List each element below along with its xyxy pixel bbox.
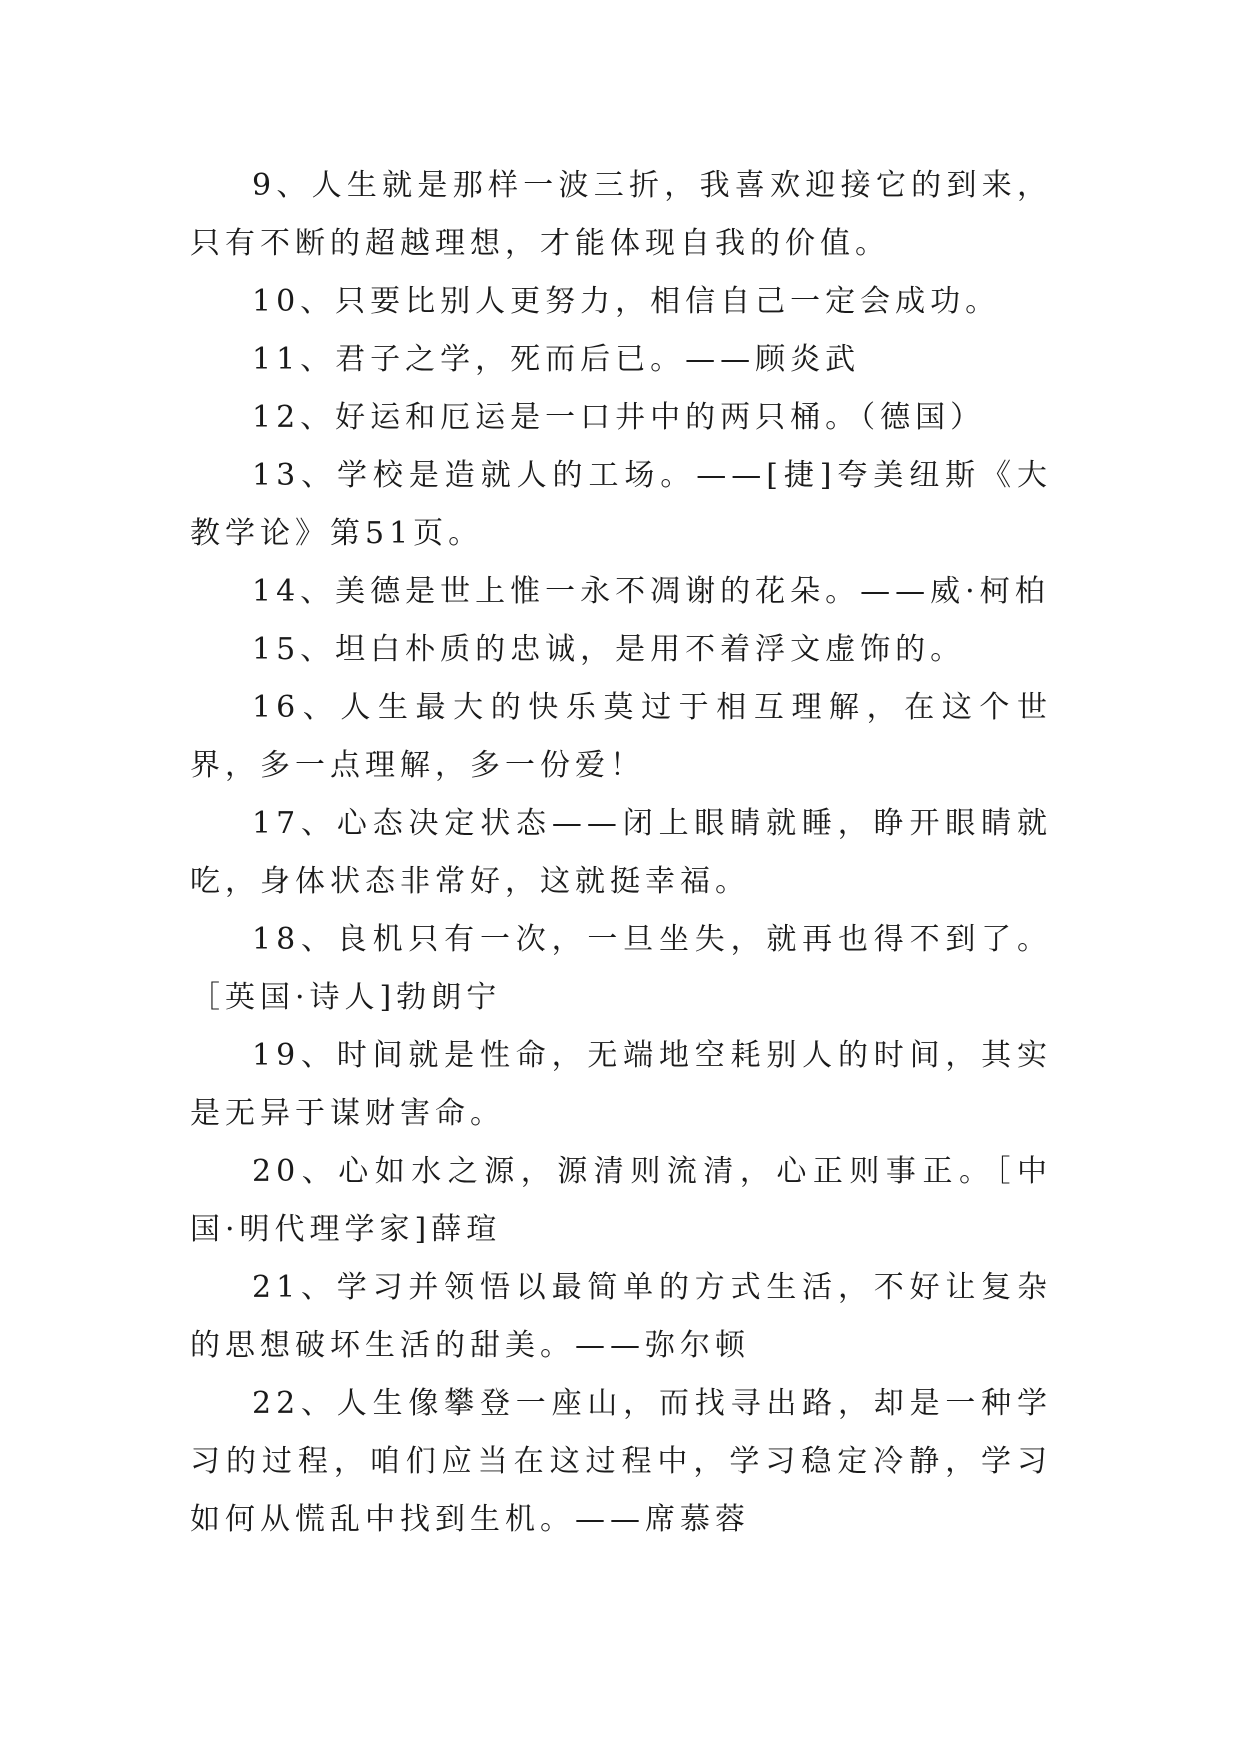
quote-paragraph-9: 9、人生就是那样一波三折，我喜欢迎接它的到来，只有不断的超越理想，才能体现自我的价值。	[190, 168, 1052, 261]
quote-paragraph-22: 22、人生像攀登一座山，而找寻出路，却是一种学习的过程，咱们应当在这过程中，学习稳定冷静，学习如何从慌乱中找到生机。——席慕蓉	[190, 1386, 1052, 1537]
quote-paragraph-19: 19、时间就是性命，无端地空耗别人的时间，其实是无异于谋财害命。	[190, 1038, 1052, 1131]
quote-paragraph-17: 17、心态决定状态——闭上眼睛就睡，睁开眼睛就吃，身体状态非常好，这就挺幸福。	[190, 806, 1052, 899]
quote-paragraph-14: 14、美德是世上惟一永不凋谢的花朵。——威·柯柏	[252, 574, 1050, 609]
quote-paragraph-12: 12、好运和厄运是一口井中的两只桶。（德国）	[252, 400, 986, 435]
quote-paragraph-20: 20、心如水之源，源清则流清，心正则事正。［中国·明代理学家]薛瑄	[190, 1154, 1052, 1247]
document-page	[190, 157, 1052, 1549]
quote-paragraph-16: 16、人生最大的快乐莫过于相互理解，在这个世界，多一点理解，多一份爱！	[190, 690, 1052, 783]
quote-paragraph-21: 21、学习并领悟以最简单的方式生活，不好让复杂的思想破坏生活的甜美。——弥尔顿	[190, 1270, 1052, 1363]
quote-paragraph-10: 10、只要比别人更努力，相信自己一定会成功。	[252, 284, 1001, 319]
quote-paragraph-13: 13、学校是造就人的工场。——[捷]夸美纽斯《大教学论》第51页。	[190, 458, 1052, 551]
quote-paragraph-11: 11、君子之学，死而后已。——顾炎武	[252, 342, 861, 377]
quote-paragraph-18: 18、良机只有一次，一旦坐失，就再也得不到了。［英国·诗人]勃朗宁	[190, 922, 1052, 1015]
quote-paragraph-15: 15、坦白朴质的忠诚，是用不着浮文虚饰的。	[252, 632, 966, 667]
